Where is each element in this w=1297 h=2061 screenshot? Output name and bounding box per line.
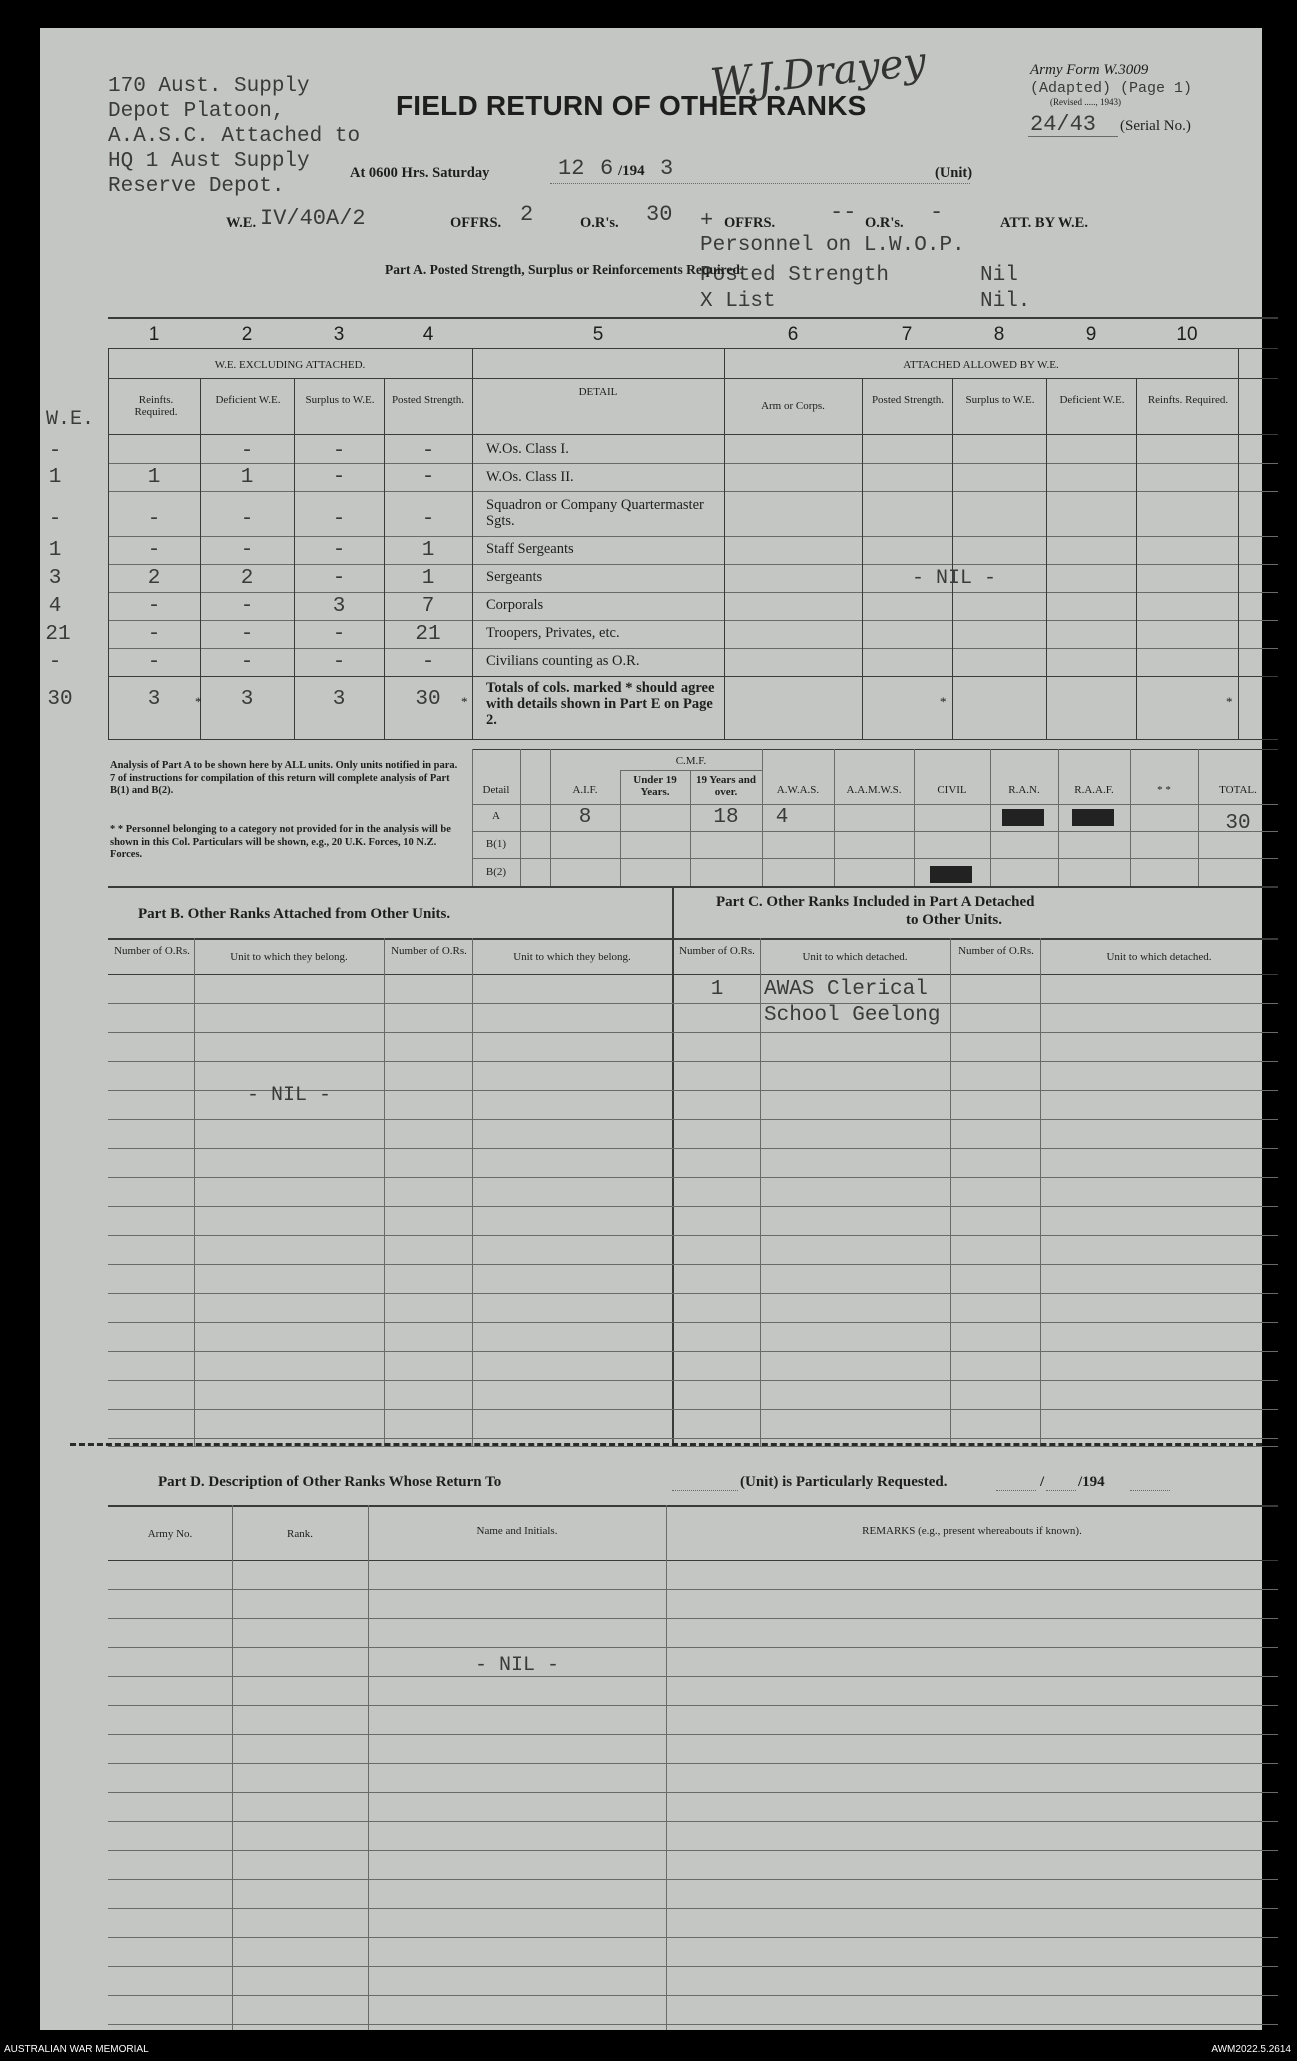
table-row (108, 1003, 1278, 1004)
detail-label: Troopers, Privates, etc. (486, 625, 620, 641)
detail-label: Squadron or Company Quartermaster Sgts. (486, 497, 704, 529)
arm-header: Arm or Corps. (761, 400, 825, 412)
analysis-total-value: 30 (1225, 812, 1251, 835)
star-marker: * (1226, 694, 1233, 709)
detail-label: Staff Sergeants (486, 541, 574, 557)
part-c-entry-unit: AWAS Clerical (764, 978, 928, 1001)
table-row (108, 1995, 1278, 1996)
table-row (108, 1734, 1278, 1735)
col-number: 4 (422, 324, 434, 345)
table-row (108, 1264, 1278, 1265)
surplus2-header: Surplus to W.E. (965, 394, 1035, 406)
analysis-aif-header: A.I.F. (572, 784, 598, 796)
star-marker: * (195, 694, 202, 709)
we-margin: - (48, 440, 62, 463)
xlist-value: Nil. (980, 290, 1031, 313)
part-b-unit-header-2: Unit to which they belong. (513, 951, 631, 963)
cell-reinfts: - (147, 539, 161, 562)
cell-surplus: - (332, 539, 346, 562)
cell-reinfts: 1 (147, 466, 161, 489)
cell-surplus: - (332, 508, 346, 531)
table-row (108, 1908, 1278, 1909)
cell-surplus: - (332, 440, 346, 463)
table-row (108, 1351, 1278, 1352)
ors2-value: - (930, 200, 944, 225)
at-label: At 0600 Hrs. Saturday (350, 165, 490, 181)
part-c-entry-unit-2: School Geelong (764, 1004, 941, 1027)
redaction-block (1002, 809, 1044, 826)
col-number: 7 (901, 324, 913, 345)
part-b-num-header-2: Number of O.Rs. (391, 945, 467, 957)
col-number: 6 (787, 324, 799, 345)
part-c-unit-header: Unit to which detached. (802, 951, 908, 963)
deficient2-header: Deficient W.E. (1059, 394, 1125, 406)
form-revised: (Revised ....., 1943) (1050, 97, 1121, 107)
cell-reinfts: - (147, 595, 161, 618)
signature: W.J.Drayey (708, 38, 929, 108)
analysis-row-b2: B(2) (485, 866, 507, 878)
analysis-awas-header: A.W.A.S. (776, 784, 820, 796)
cell-reinfts: 2 (147, 567, 161, 590)
part-d-date-sep: / (1040, 1474, 1045, 1490)
date-year: 3 (660, 156, 674, 181)
table-row (108, 1235, 1278, 1236)
cell-deficient: - (240, 651, 254, 674)
cell-deficient: - (240, 623, 254, 646)
form-title: FIELD RETURN OF OTHER RANKS (396, 90, 867, 121)
cell-deficient: - (240, 595, 254, 618)
detail-totals: Totals of cols. marked * should agree with details shown in Part E on Page 2. (486, 680, 715, 728)
cell-posted: - (421, 466, 435, 489)
cell-reinfts: - (147, 623, 161, 646)
part-b-title: Part B. Other Ranks Attached from Other Units. (138, 906, 451, 922)
part-c-title-2: to Other Units. (906, 912, 1002, 928)
part-c-num-header: Number of O.Rs. (679, 945, 755, 957)
redaction-block (930, 866, 972, 883)
detail-label: Sergeants (486, 569, 543, 585)
plus-sign: + (700, 208, 714, 233)
reinfts-header: Reinfts. Required. (134, 394, 178, 418)
analysis-under19: Under 19 Years. (633, 774, 677, 798)
we-margin: - (48, 508, 62, 531)
table-row (108, 1293, 1278, 1294)
part-d-nil: - NIL - (474, 1654, 559, 1677)
cell-reinfts: - (147, 508, 161, 531)
footer-left: AUSTRALIAN WAR MEMORIAL (4, 2044, 149, 2055)
table-row (108, 1792, 1278, 1793)
detail-label: W.Os. Class I. (486, 441, 569, 457)
star-marker: * (461, 694, 468, 709)
table-row (108, 2024, 1278, 2025)
analysis-over19-value: 18 (713, 806, 739, 829)
analysis-note-1: Analysis of Part A to be shown here by ALL units. Only units notified in para. 7 of instructions for compilation of this return will complete analysis of Part B(1) and B(2). (110, 760, 458, 796)
attached-nil: - NIL - (911, 567, 996, 590)
cell-surplus: - (332, 651, 346, 674)
analysis-civil-header: CIVIL (937, 784, 967, 796)
table-row (108, 1322, 1278, 1323)
col-number: 5 (592, 324, 604, 345)
cell-deficient: 3 (240, 688, 254, 711)
table-row (108, 1119, 1278, 1120)
part-c-entry-num: 1 (710, 978, 724, 1001)
cell-deficient: - (240, 539, 254, 562)
footer-right: AWM2022.5.2614 (1211, 2044, 1291, 2055)
cell-posted: 7 (421, 595, 435, 618)
cell-posted: - (421, 440, 435, 463)
table-row (108, 1177, 1278, 1178)
posted2-header: Posted Strength. (871, 394, 945, 406)
part-d-army-no-header: Army No. (147, 1528, 193, 1540)
we-margin: 21 (45, 623, 71, 646)
date-month: 6 (600, 156, 614, 181)
part-d-rank-header: Rank. (287, 1528, 313, 1540)
form-number: Army Form W.3009 (1030, 62, 1149, 78)
table-row (108, 1380, 1278, 1381)
analysis-over19: 19 Years and over. (695, 774, 757, 798)
analysis-aamws-header: A.A.M.W.S. (846, 784, 902, 796)
cell-surplus: - (332, 623, 346, 646)
analysis-cmf-header: C.M.F. (675, 755, 707, 767)
we-margin-label: W.E. (46, 408, 95, 431)
we-margin: 3 (48, 567, 62, 590)
table-row (108, 1438, 1278, 1439)
att-label: ATT. BY W.E. (1000, 215, 1088, 231)
cell-surplus: 3 (332, 688, 346, 711)
offrs2-label: OFFRS. (724, 215, 776, 231)
posted-header: Posted Strength. (391, 394, 465, 406)
table-row (108, 1409, 1278, 1410)
part-b-nil: - NIL - (246, 1084, 331, 1107)
we-value: IV/40A/2 (260, 206, 366, 231)
offrs-value: 2 (520, 202, 534, 227)
part-d-title-mid: (Unit) is Particularly Requested. (740, 1474, 948, 1490)
table-row (108, 1061, 1278, 1062)
part-c-num-header-2: Number of O.Rs. (958, 945, 1034, 957)
part-b-unit-header: Unit to which they belong. (230, 951, 348, 963)
detail-header: DETAIL (578, 386, 618, 398)
table-row (108, 1148, 1278, 1149)
date-day: 12 (558, 156, 585, 181)
form-adapted: (Adapted) (Page 1) (1030, 80, 1193, 97)
col-number: 3 (333, 324, 345, 345)
part-a-title: Part A. Posted Strength, Surplus or Reinforcements Required. (385, 262, 744, 277)
we-margin: 30 (47, 688, 73, 711)
cell-surplus: 3 (332, 595, 346, 618)
cell-deficient: - (240, 440, 254, 463)
star-marker: * (940, 694, 947, 709)
cell-surplus: - (332, 466, 346, 489)
we-margin: 1 (48, 539, 62, 562)
cell-posted: 1 (421, 567, 435, 590)
cell-deficient: 2 (240, 567, 254, 590)
table-row (108, 1850, 1278, 1851)
cell-posted: 30 (415, 688, 441, 711)
part-c-title: Part C. Other Ranks Included in Part A Detached (716, 894, 1035, 910)
analysis-detail-header: Detail (482, 784, 510, 796)
we-margin: 1 (48, 466, 62, 489)
col-number: 9 (1085, 324, 1097, 345)
analysis-total-header: TOTAL. (1219, 784, 1257, 796)
cell-deficient: 1 (240, 466, 254, 489)
col-number: 8 (993, 324, 1005, 345)
table-row (108, 1763, 1278, 1764)
analysis-row-a: A (492, 810, 500, 822)
analysis-note-2: * * Personnel belonging to a category not provided for in the analysis will be shown in this Col. Particulars will be shown, e.g., 20 U.K. Forces, 10 N.Z. Forces. (110, 824, 451, 860)
form-page (40, 28, 1262, 2030)
cell-reinfts: - (147, 651, 161, 674)
we-margin: 4 (48, 595, 62, 618)
cell-posted: 1 (421, 539, 435, 562)
offrs2-value: -- (830, 200, 857, 225)
attached-header: ATTACHED ALLOWED BY W.E. (903, 359, 1059, 371)
table-row (108, 1676, 1278, 1677)
part-d-title: Part D. Description of Other Ranks Whose Return To (158, 1474, 502, 1490)
serial-label: (Serial No.) (1120, 118, 1191, 134)
ors-value: 30 (646, 202, 673, 227)
cell-posted: 21 (415, 623, 441, 646)
ors2-label: O.R's. (865, 215, 904, 231)
xlist-label: X List (700, 290, 776, 313)
col-number: 10 (1176, 324, 1198, 345)
reinfts2-header: Reinfts. Required. (1147, 394, 1229, 406)
analysis-raaf-header: R.A.A.F. (1074, 784, 1114, 796)
redaction-block (1072, 809, 1114, 826)
detail-label: Corporals (486, 597, 544, 613)
cell-reinfts: 3 (147, 688, 161, 711)
part-d-name-header: Name and Initials. (476, 1525, 558, 1537)
surplus-header: Surplus to W.E. (305, 394, 375, 406)
posted-label: Posted Strength (700, 264, 890, 287)
we-label: W.E. (226, 215, 257, 231)
table-row (108, 1705, 1278, 1706)
serial-value: 24/43 (1030, 112, 1097, 137)
table-row (108, 1821, 1278, 1822)
detail-label: Civilians counting as O.R. (486, 653, 640, 669)
part-d-remarks-header: REMARKS (e.g., present whereabouts if known). (862, 1525, 1082, 1537)
table-row (108, 1966, 1278, 1967)
unit-label: (Unit) (935, 165, 973, 181)
date-year-prefix: /194 (618, 163, 645, 179)
deficient-header: Deficient W.E. (215, 394, 281, 406)
part-b-num-header: Number of O.Rs. (114, 945, 190, 957)
analysis-stars-header: * * (1157, 784, 1171, 796)
we-margin: - (48, 651, 62, 674)
posted-value: Nil (980, 264, 1018, 287)
cell-posted: - (421, 651, 435, 674)
analysis-awas-value: 4 (775, 806, 789, 829)
we-excl-header: W.E. EXCLUDING ATTACHED. (214, 359, 366, 371)
table-row (108, 1589, 1278, 1590)
unit-typed: 170 Aust. Supply Depot Platoon, A.A.S.C. Attached to HQ 1 Aust Supply Reserve Depot. (108, 75, 361, 198)
cell-deficient: - (240, 508, 254, 531)
analysis-aif-value: 8 (578, 806, 592, 829)
cell-posted: - (421, 508, 435, 531)
table-row (108, 1618, 1278, 1619)
col-number: 2 (241, 324, 253, 345)
part-d-year: /194 (1078, 1474, 1105, 1490)
ors-label: O.R's. (580, 215, 619, 231)
table-row (108, 1206, 1278, 1207)
table-row (108, 1647, 1278, 1648)
table-row (108, 1879, 1278, 1880)
offrs-label: OFFRS. (450, 215, 502, 231)
part-c-unit-header-2: Unit to which detached. (1106, 951, 1212, 963)
analysis-ran-header: R.A.N. (1008, 784, 1040, 796)
lwop-label: Personnel on L.W.O.P. (700, 234, 965, 257)
cell-surplus: - (332, 567, 346, 590)
detail-label: W.Os. Class II. (486, 469, 574, 485)
col-number: 1 (148, 324, 160, 345)
table-row (108, 1937, 1278, 1938)
table-row (108, 1032, 1278, 1033)
analysis-row-b1: B(1) (485, 838, 507, 850)
